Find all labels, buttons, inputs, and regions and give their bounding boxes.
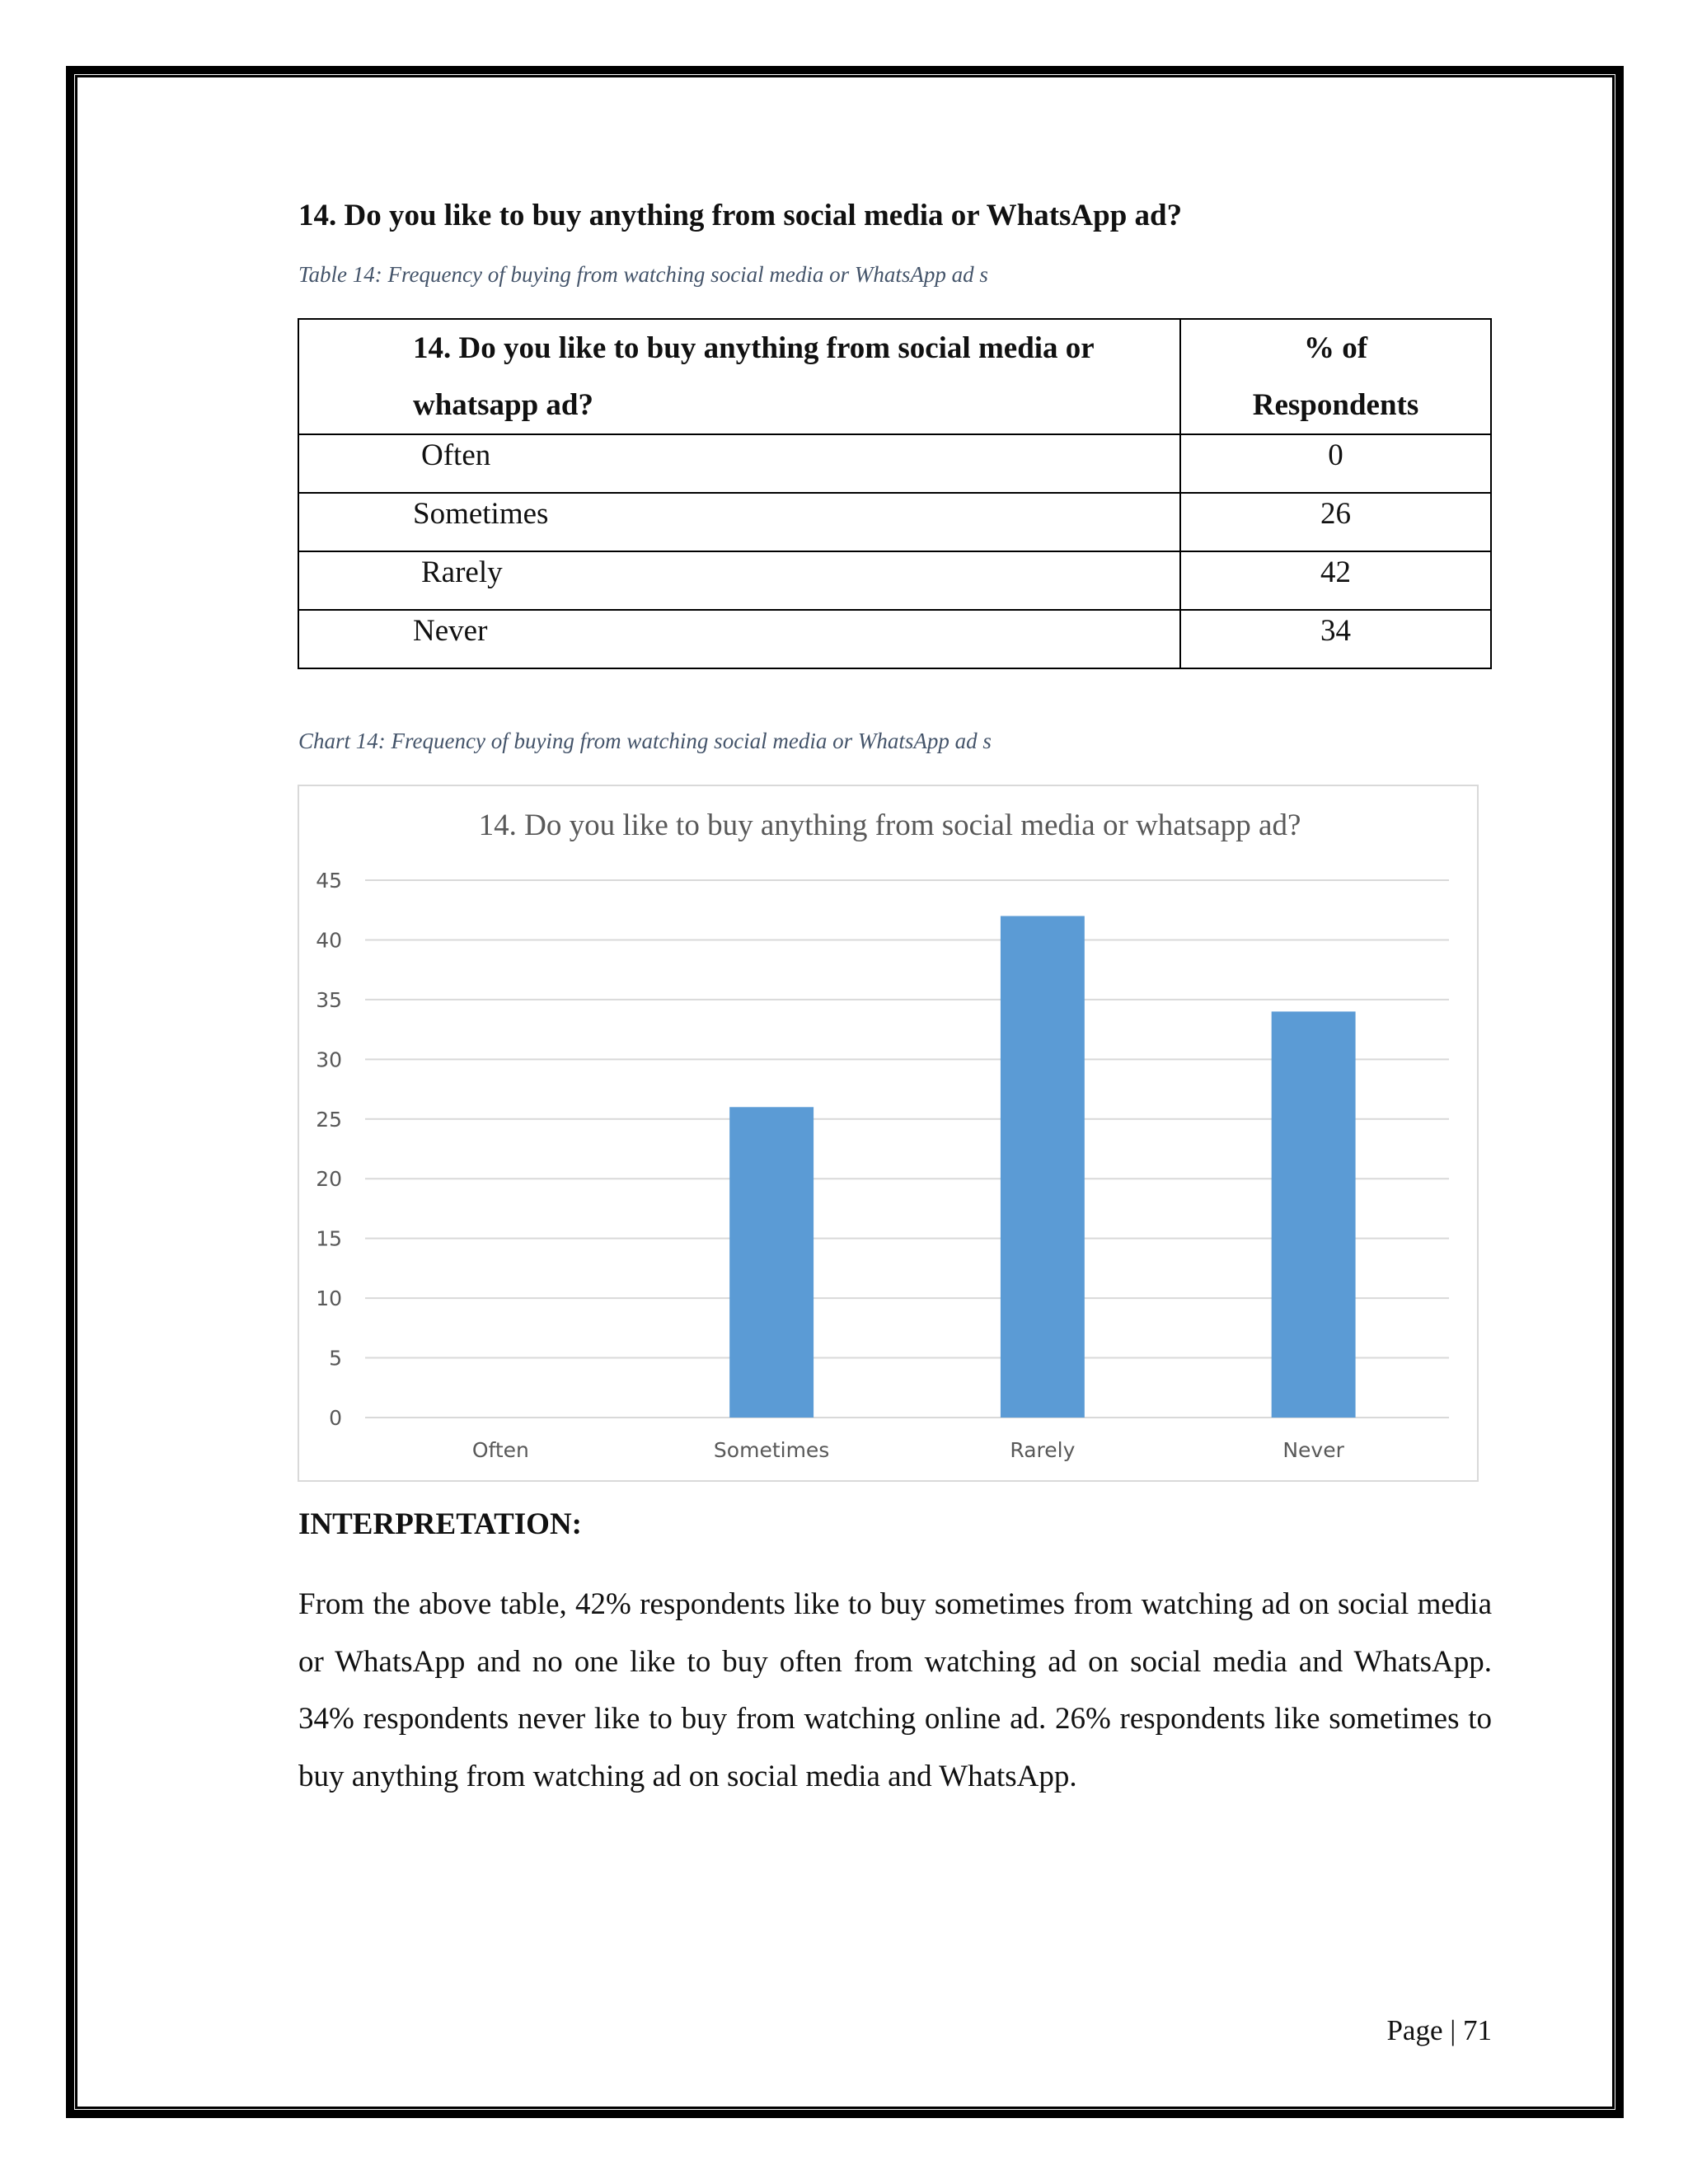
row-value: 0	[1180, 434, 1491, 493]
y-tick-label: 30	[316, 1047, 342, 1072]
table-header-percent: % of Respondents	[1180, 319, 1491, 434]
x-tick-label: Sometimes	[713, 1438, 830, 1462]
table-row	[298, 434, 1491, 493]
row-label: Sometimes	[413, 497, 549, 531]
interpretation-heading: INTERPRETATION:	[298, 1507, 583, 1541]
chart-plot	[299, 786, 1480, 1483]
table-header-row	[298, 319, 1491, 434]
data-table	[298, 318, 1492, 669]
row-label: Often	[421, 438, 491, 472]
page-number: Page | 71	[1386, 2014, 1492, 2046]
chart-title: 14. Do you like to buy anything from social media or whatsapp ad?	[478, 808, 1301, 842]
y-tick-label: 35	[316, 987, 342, 1012]
bar-chart	[298, 785, 1479, 1482]
question-heading: 14. Do you like to buy anything from social media or WhatsApp ad?	[298, 199, 1183, 232]
chart-caption: Chart 14: Frequency of buying from watching social media or WhatsApp ad s	[298, 729, 992, 753]
y-tick-label: 5	[329, 1346, 342, 1371]
bar	[729, 1107, 814, 1418]
x-tick-label: Often	[471, 1438, 529, 1462]
table-row	[298, 493, 1491, 551]
row-label: Never	[413, 614, 488, 648]
x-tick-label: Never	[1282, 1438, 1344, 1462]
table-header-question: 14. Do you like to buy anything from social media or whatsapp ad?	[298, 319, 1180, 434]
row-value: 42	[1180, 551, 1491, 610]
row-value: 26	[1180, 493, 1491, 551]
table-caption: Table 14: Frequency of buying from watching social media or WhatsApp ad s	[298, 262, 988, 287]
table-row	[298, 551, 1491, 610]
row-value: 34	[1180, 610, 1491, 668]
y-tick-label: 25	[316, 1107, 342, 1132]
y-tick-label: 15	[316, 1226, 342, 1251]
bar	[1272, 1011, 1356, 1418]
y-tick-label: 0	[329, 1406, 342, 1430]
y-tick-label: 40	[316, 928, 342, 953]
interpretation-text: From the above table, 42% respondents like to buy sometimes from watching ad on social media or WhatsApp and no one like to buy often from watching ad on social media and WhatsApp. 34% respondents never like to buy from watching online ad. 26% respondents like sometimes to buy anything from watching ad on social media and WhatsApp.	[298, 1587, 1492, 1793]
table-row	[298, 610, 1491, 668]
row-label: Rarely	[421, 555, 503, 589]
bar	[1001, 916, 1085, 1418]
y-tick-label: 10	[316, 1286, 342, 1311]
y-tick-label: 20	[316, 1167, 342, 1192]
y-tick-label: 45	[316, 869, 342, 893]
x-tick-label: Rarely	[1010, 1438, 1076, 1462]
